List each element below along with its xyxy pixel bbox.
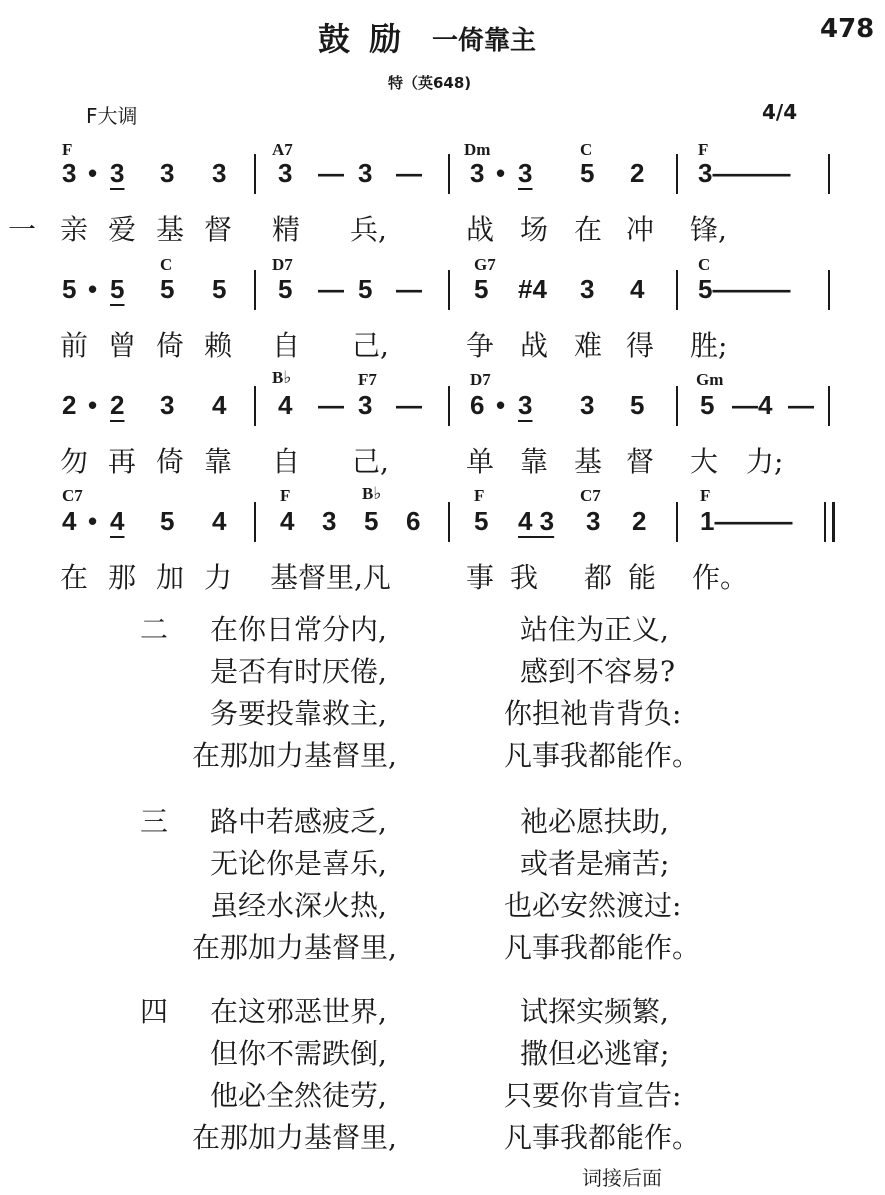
note-held: 5——— [698,274,791,304]
lyric: 己, [352,329,389,362]
lyric: 战 [520,329,549,362]
lyric: 自 [272,445,301,478]
lyric: 场 [520,213,549,246]
lyric: 自 [272,329,301,362]
verse-line-left: 在那加力基督里, [192,739,397,772]
note: 3 [580,274,595,304]
note: 2 [62,390,77,420]
chord: C [580,140,593,159]
note: 4 [280,506,295,536]
note: 5 [62,274,77,304]
dash: — [732,390,758,420]
verse-line-left: 无论你是喜乐, [210,847,387,880]
note: 6 [470,390,485,420]
hymn-title: 鼓 励 [318,20,406,58]
dash: — [318,390,344,420]
chord: C7 [580,486,601,505]
barline [448,386,450,426]
barline [448,270,450,310]
note: 5 [358,274,373,304]
chord: F [698,140,709,159]
barline [828,154,830,194]
note: 3 [160,158,175,188]
note: 5 [474,274,489,304]
verse-line-left: 但你不需跌倒, [210,1037,387,1070]
note: 3 [212,158,227,188]
chord: D7 [272,255,293,274]
hymn-number: 478 [820,14,875,44]
note-held: 3——— [698,158,791,188]
note: 3 [470,158,485,188]
chord: Gm [696,370,724,389]
barline [828,386,830,426]
note: 4 [212,390,227,420]
lyric: 再 [108,445,137,478]
note: 5 [700,390,715,420]
note: 5 [110,274,125,304]
barline [254,386,256,426]
lyric: 督 [204,213,233,246]
lyric: 我 [510,561,539,594]
note-pair: 4 3 [518,506,555,536]
lyric: 大 [690,445,719,478]
note-held: 1——— [700,506,793,536]
note: 5 [278,274,293,304]
chord: F [62,140,73,159]
note: 5 [630,390,645,420]
note: 5 [160,506,175,536]
note: 3 [580,390,595,420]
dot: • [88,390,98,420]
note: 6 [406,506,421,536]
lyric: 在 [60,561,89,594]
verse-line-right: 祂必愿扶助, [520,805,669,838]
lyric: 倚 [156,329,185,362]
lyric: 亲 [60,213,89,246]
barline [254,502,256,542]
barline [828,270,830,310]
lyric: 锋, [690,213,727,246]
note: 3 [358,390,373,420]
barline [254,154,256,194]
chord: C [698,255,711,274]
verse-line-left: 是否有时厌倦, [210,655,387,688]
verse-line-right: 凡事我都能作。 [504,1121,701,1154]
dash: — [318,274,344,304]
note: 4 [62,506,77,536]
lyric: 事 [466,561,495,594]
note: 4 [758,390,773,420]
chord: C [160,255,173,274]
note: 4 [278,390,293,420]
note: 2 [632,506,647,536]
note: 3 [518,390,533,420]
lyric: 赖 [204,329,233,362]
barline [254,270,256,310]
verse-number: 二 [140,613,169,646]
lyric: 力 [204,561,233,594]
lyric: 作。 [692,561,749,594]
dot: • [88,158,98,188]
dash: — [396,158,422,188]
note: 3 [586,506,601,536]
chord: D7 [470,370,491,389]
chord: F7 [358,370,377,389]
note: 3 [278,158,293,188]
lyric: 基 [574,445,603,478]
key-signature: F大调 [86,104,138,128]
lyric: 靠 [520,445,549,478]
note: 3 [160,390,175,420]
chord: F [280,486,291,505]
verse-number: 三 [140,805,169,838]
barline [448,154,450,194]
verse-line-right: 凡事我都能作。 [504,739,701,772]
verse-line-left: 他必全然徒劳, [210,1079,387,1112]
lyric: 战 [466,213,495,246]
note: 2 [110,390,125,420]
dot: • [88,506,98,536]
dot: • [496,158,506,188]
lyric: 基督里,凡 [270,561,391,594]
dot: • [496,390,506,420]
verse-line-left: 在那加力基督里, [192,931,397,964]
verse-line-right: 撒但必逃窜; [520,1037,670,1070]
note: 3 [322,506,337,536]
lyric: 前 [60,329,89,362]
lyric: 争 [466,329,495,362]
lyric: 基 [156,213,185,246]
verse-line-right: 试探实频繁, [520,995,669,1028]
dash: — [788,390,814,420]
verse-line-right: 也必安然渡过: [504,889,682,922]
note: 3 [62,158,77,188]
barline [448,502,450,542]
lyric: 己, [352,445,389,478]
lyric: 督 [626,445,655,478]
verse-line-left: 路中若感疲乏, [210,805,387,838]
note: 5 [160,274,175,304]
chord: B♭ [272,368,292,387]
chord: C7 [62,486,83,505]
lyric: 倚 [156,445,185,478]
lyric: 冲 [626,213,655,246]
time-signature: 4/4 [762,100,798,124]
dash: — [396,274,422,304]
chord: F [474,486,485,505]
verse-line-right: 凡事我都能作。 [504,931,701,964]
verse-line-right: 站住为正义, [520,613,669,646]
lyric: 在 [574,213,603,246]
note: 5 [580,158,595,188]
verse-number: 四 [140,995,169,1028]
lyric: 加 [156,561,185,594]
lyric: 能 [628,561,657,594]
note: 5 [364,506,379,536]
verse-line-left: 务要投靠救主, [210,697,387,730]
barline [676,270,678,310]
lyric: 曾 [108,329,137,362]
lyric: 胜; [690,329,728,362]
verse-line-right: 你担祂肯背负: [504,697,682,730]
continued-note: 词接后面 [582,1166,662,1190]
chord: Dm [464,140,491,159]
barline [676,386,678,426]
verse-line-left: 在这邪恶世界, [210,995,387,1028]
lyric: 靠 [204,445,233,478]
lyric: 爱 [108,213,137,246]
verse-line-right: 感到不容易? [520,655,676,688]
chord: F [700,486,711,505]
note: 3 [518,158,533,188]
lyric: 力; [746,445,784,478]
verse-line-right: 只要你肯宣告: [504,1079,682,1112]
note: 5 [212,274,227,304]
note: 4 [212,506,227,536]
note: 3 [358,158,373,188]
lyric: 那 [108,561,137,594]
dot: • [88,274,98,304]
verse-line-left: 虽经水深火热, [210,889,387,922]
lyric: 得 [626,329,655,362]
lyric: 精 [272,213,301,246]
verse-line-right: 或者是痛苦; [520,847,670,880]
lyric: 都 [584,561,613,594]
lyric: 勿 [60,445,89,478]
final-barline-thick [832,502,835,542]
lyric: 难 [574,329,603,362]
note: 5 [474,506,489,536]
note: 2 [630,158,645,188]
note: 4 [110,506,125,536]
barline [676,502,678,542]
lyric: 兵, [350,213,387,246]
verse-number-1: 一 [8,213,37,246]
note-sharp: #4 [518,274,547,304]
hymn-subtitle: 一倚靠主 [432,26,537,56]
source-note: 特（英648) [388,74,472,92]
barline [676,154,678,194]
chord: B♭ [362,484,382,503]
verse-line-left: 在你日常分内, [210,613,387,646]
chord: A7 [272,140,293,159]
verse-line-left: 在那加力基督里, [192,1121,397,1154]
note: 4 [630,274,645,304]
dash: — [396,390,422,420]
final-barline [824,502,826,542]
lyric: 单 [466,445,495,478]
chord: G7 [474,255,496,274]
dash: — [318,158,344,188]
note: 3 [110,158,125,188]
